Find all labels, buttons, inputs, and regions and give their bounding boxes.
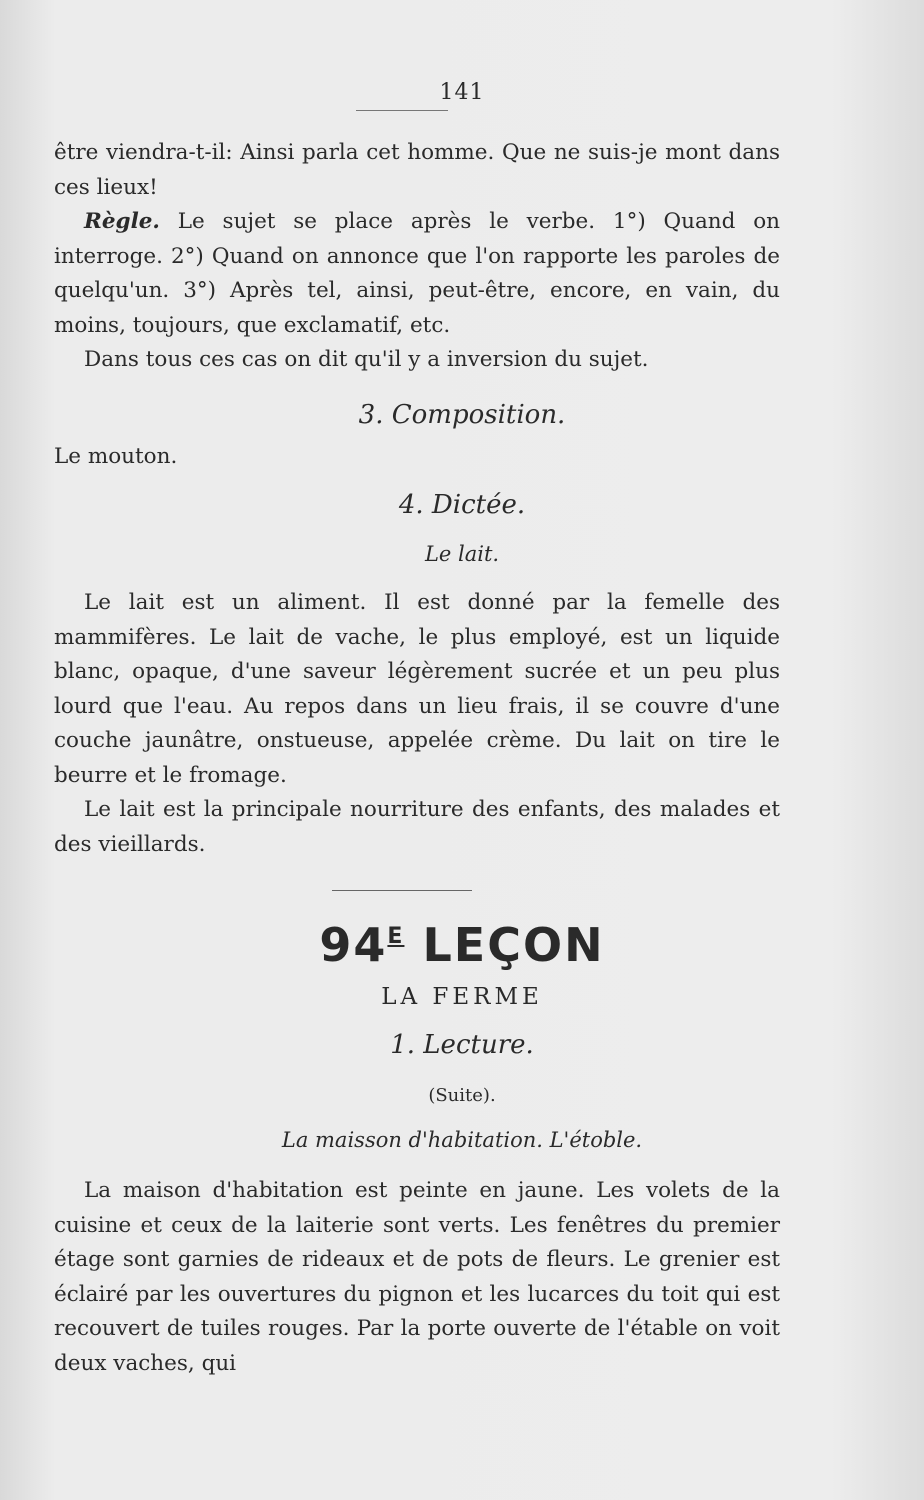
- dictee-heading: 4. Dictée.: [398, 490, 526, 520]
- page-number: 141: [439, 80, 485, 105]
- lesson-number: 94: [319, 918, 388, 972]
- section-divider: [332, 890, 472, 891]
- upper-text-block: [54, 136, 780, 378]
- reading-paragraph: La maison d'habitation est peinte en jaune. Les volets de la cuisine et ceux de la laiterie sont verts. Les fenêtres du premier étage sont garnies de rideaux et de pots de fleurs. Le grenier est éclairé par les ouvertures du pignon et les lucarces du toit qui est recouvert de tuiles rouges. Par la porte ouverte de l'étable on voit deux vaches, qui: [54, 1178, 780, 1376]
- reading-text-block: [54, 1174, 780, 1381]
- lesson-suffix: E: [387, 924, 405, 949]
- inversion-note: Dans tous ces cas on dit qu'il y a inversion du sujet.: [84, 347, 649, 372]
- dictee-paragraph-1: Le lait est un aliment. Il est donné par la femelle des mammifères. Le lait de vache, le plus employé, est un liquide blanc, opaque, d'une saveur légèrement sucrée et un peu plus lourd que l'eau. Au repos dans un lieu frais, il se couvre d'une couche jaunâtre, onstueuse, appelée crème. Du lait on tire le beurre et le fromage.: [54, 590, 780, 788]
- lesson-section: LA FERME: [381, 984, 543, 1010]
- lesson-word: LEÇON: [422, 918, 605, 972]
- composition-subject: Le mouton.: [54, 444, 178, 469]
- composition-heading: 3. Composition.: [358, 400, 566, 430]
- rule-paragraph: [54, 205, 780, 343]
- reading-subtitle: La maisson d'habitation. L'étoble.: [281, 1128, 643, 1152]
- dictee-text-block: [54, 586, 780, 862]
- reading-suite: (Suite).: [428, 1085, 496, 1106]
- dictee-title: Le lait.: [424, 542, 500, 566]
- dictee-paragraph-2: Le lait est la principale nourriture des enfants, des malades et des vieillards.: [54, 797, 780, 857]
- header-rule: [356, 110, 448, 111]
- rule-text: Le sujet se place après le verbe. 1°) Quand on interroge. 2°) Quand on annonce que l'on rapporte les paroles de quelqu'un. 3°) Après tel, ainsi, peut-être, encore, en vain, du moins, toujours, que exclamatif, etc.: [54, 209, 781, 338]
- reading-heading: 1. Lecture.: [390, 1030, 534, 1060]
- lesson-title: [0, 918, 924, 972]
- top-paragraph: être viendra-t-il: Ainsi parla cet homme. Que ne suis-je mont dans ces lieux!: [54, 140, 780, 200]
- rule-label: Règle.: [84, 209, 160, 234]
